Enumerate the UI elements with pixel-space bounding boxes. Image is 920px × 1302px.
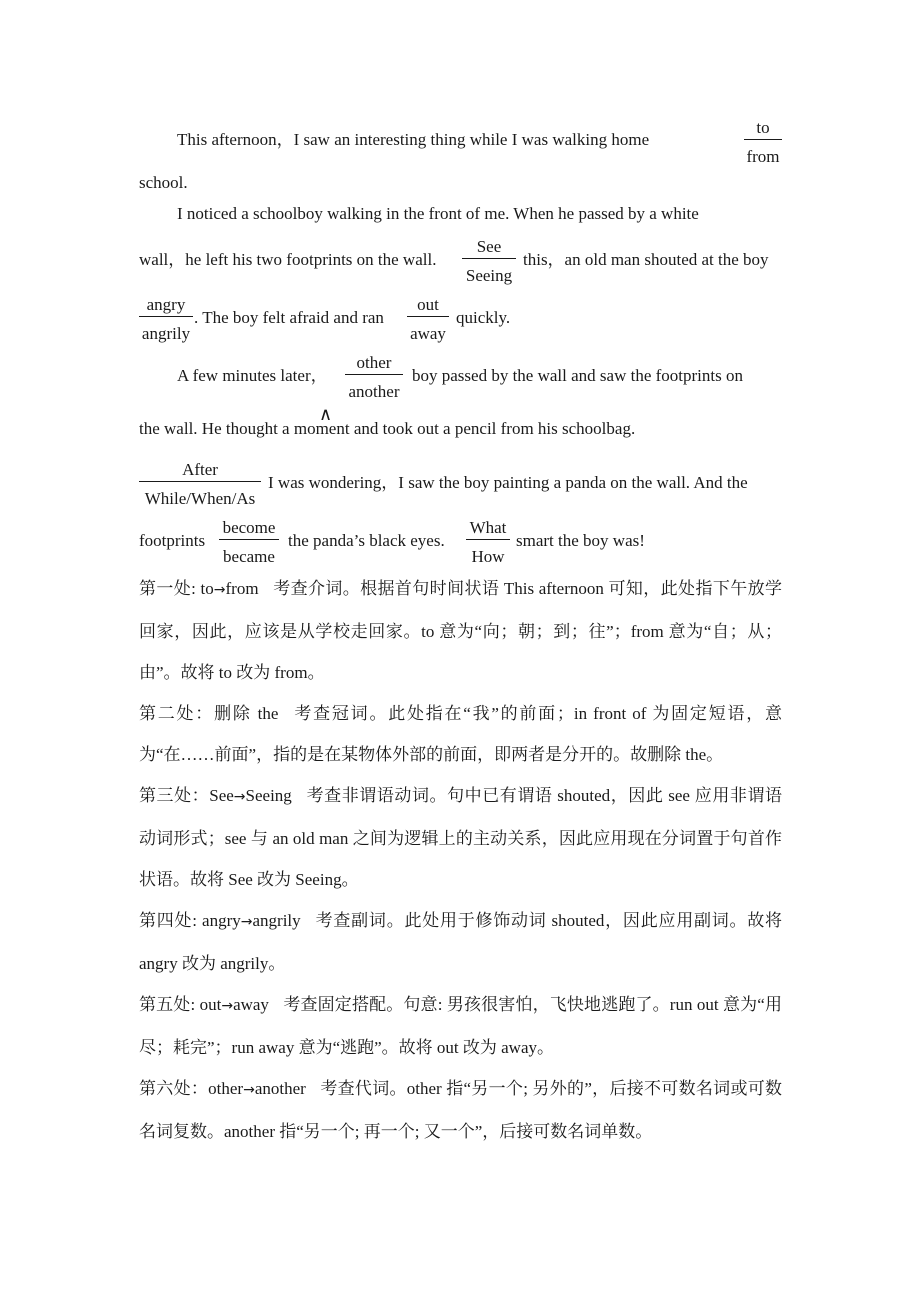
p1-text1: This afternoon，I saw an interesting thing while I was walking home xyxy=(177,130,650,149)
explanation-item xyxy=(139,693,782,775)
explanation-item xyxy=(139,568,782,693)
change-from: other xyxy=(208,1079,244,1098)
p2-line3-left xyxy=(194,308,384,328)
correction-6-original: other xyxy=(345,352,403,375)
correction-4-original: angry xyxy=(139,294,193,317)
explanation-text: 考查固定搭配。句意: 男孩很害怕，飞快地逃跑了。run out 意为“用尽；耗完”；run away 意为“逃跑”。故将 out 改为 away。 xyxy=(139,995,783,1057)
p2-line2-right xyxy=(523,250,769,270)
p3-text2: the wall. He thought a moment and took out a pencil from his schoolbag. xyxy=(139,419,636,438)
explanation-text: 考查副词。此处用于修饰动词 shouted，因此应用副词。故将 angry 改为 angrily。 xyxy=(139,911,783,973)
correction-9 xyxy=(219,517,279,566)
p1-line2 xyxy=(139,173,188,193)
correction-9-original: become xyxy=(219,517,279,540)
p2-text1: I noticed a schoolboy walking in the front of me. When he passed by a white xyxy=(177,204,699,223)
explanations xyxy=(139,568,782,1152)
p2-line2-left xyxy=(139,250,436,270)
correction-8-new: While/When/As xyxy=(144,489,256,508)
explanation-item xyxy=(139,775,782,900)
change-from: out xyxy=(199,995,222,1014)
explanation-label: 第五处: xyxy=(139,995,196,1014)
correction-10 xyxy=(466,517,510,566)
explanation-text: 考查冠词。此处指在“我”的前面；in front of 为固定短语，意为“在……前面”，指的是在某物体外部的前面，即两者是分开的。故删除 the。 xyxy=(139,704,782,764)
p3-line1-left xyxy=(177,366,328,386)
explanation-text: 考查介词。根据首句时间状语 This afternoon 可知，此处指下午放学回家，因此，应该是从学校走回家。to 意为“向；朝；到；往”；from 意为“自；从；由”。故将 to 改为 from。 xyxy=(139,579,782,682)
correction-4 xyxy=(139,294,193,343)
p3-line3 xyxy=(268,473,786,493)
explanation-label: 第一处: xyxy=(139,579,196,598)
arrow-icon: → xyxy=(243,1082,255,1098)
arrow-icon: → xyxy=(213,582,226,598)
p3-text1b: boy passed by the wall and saw the footprints on xyxy=(412,366,743,385)
p1-text2: school. xyxy=(139,173,188,192)
change-from: See xyxy=(209,786,234,805)
p3-text4a: footprints xyxy=(139,531,206,550)
explanation-text: 考查代词。other 指“另一个; 另外的”，后接不可数名词或可数名词复数。another 指“另一个; 再一个; 又一个”，后接可数名词单数。 xyxy=(139,1079,783,1141)
p3-line4-a xyxy=(139,531,205,551)
correction-10-original: What xyxy=(466,517,510,540)
arrow-icon: → xyxy=(240,914,253,930)
correction-3-new: Seeing xyxy=(465,266,513,285)
p3-line4-c xyxy=(516,531,645,551)
explanation-label: 第三处： xyxy=(139,786,210,805)
p2-text2a: wall，he left his two footprints on the wall. xyxy=(139,250,437,269)
p2-text2b: this，an old man shouted at the boy xyxy=(523,250,769,269)
correction-1-original: to xyxy=(744,117,782,140)
correction-6-new: another xyxy=(348,382,400,401)
correction-6 xyxy=(345,352,403,401)
explanation-label: 第二处： xyxy=(139,704,215,723)
p2-text3b: quickly. xyxy=(456,308,511,327)
p3-text4b: the panda’s black eyes. xyxy=(288,531,445,550)
explanation-item xyxy=(139,900,782,984)
p3-text3: I was wondering，I saw the boy painting a panda on the wall. And the xyxy=(268,473,748,492)
arrow-icon: → xyxy=(233,789,246,805)
insert-caret-icon: ∧ xyxy=(319,404,333,425)
correction-1-new: from xyxy=(746,147,780,166)
explanation-label: 第六处： xyxy=(139,1079,209,1098)
p3-text4c: smart the boy was! xyxy=(516,531,645,550)
explanation-item xyxy=(139,1068,782,1152)
correction-5 xyxy=(407,294,449,343)
p2-line3-right xyxy=(456,308,510,328)
correction-4-new: angrily xyxy=(141,324,191,343)
correction-8-original: After xyxy=(139,459,261,482)
p2-line1 xyxy=(177,204,781,224)
change-to: Seeing xyxy=(245,786,292,805)
p3-line4-b xyxy=(288,531,445,551)
change-from: angry xyxy=(202,911,241,930)
p2-text3a: . The boy felt afraid and ran xyxy=(194,308,384,327)
change-from: to xyxy=(200,579,214,598)
change-to: away xyxy=(233,995,269,1014)
correction-5-new: away xyxy=(410,324,446,343)
arrow-icon: → xyxy=(221,998,234,1014)
change-to: another xyxy=(254,1079,306,1098)
change-to: from xyxy=(225,579,259,598)
explanation-item xyxy=(139,984,782,1068)
p3-text1a: A few minutes later， xyxy=(177,366,328,385)
p1-line1 xyxy=(177,130,732,150)
p3-line2 xyxy=(139,419,778,439)
correction-8 xyxy=(139,459,261,508)
correction-10-new: How xyxy=(471,547,505,566)
explanation-text: 考查非谓语动词。句中已有谓语 shouted，因此 see 应用非谓语动词形式；see 与 an old man 之间为逻辑上的主动关系，因此应用现在分词置于句首作状语。故将 See 改为 Seeing。 xyxy=(139,786,783,889)
correction-3 xyxy=(462,236,516,285)
correction-3-original: See xyxy=(462,236,516,259)
correction-9-new: became xyxy=(223,547,275,566)
change-to: angrily xyxy=(252,911,301,930)
change-from: 删除 the xyxy=(214,704,279,723)
correction-5-original: out xyxy=(407,294,449,317)
correction-1 xyxy=(744,117,782,166)
explanation-label: 第四处: xyxy=(139,911,198,930)
p3-line1-right xyxy=(412,366,781,386)
